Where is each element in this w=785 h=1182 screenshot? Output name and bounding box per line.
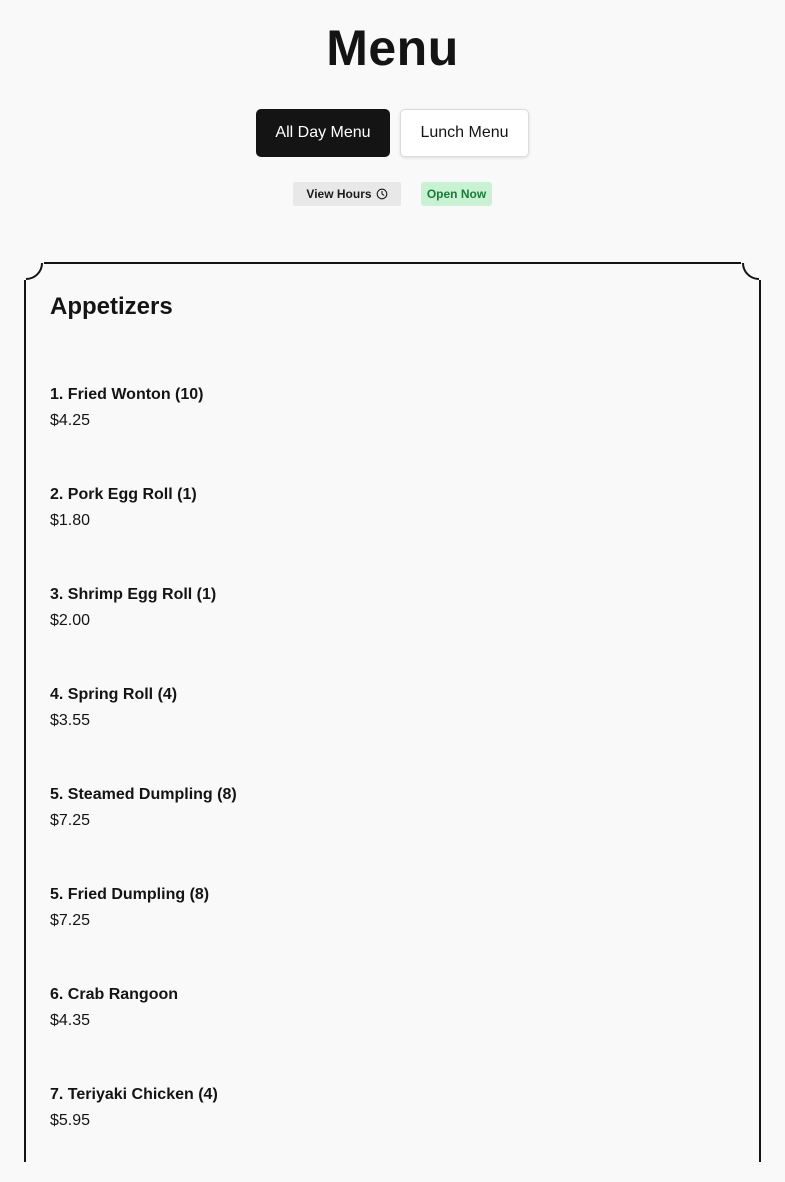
view-hours-label: View Hours: [306, 187, 372, 201]
menu-item[interactable]: [50, 882, 730, 982]
tab-lunch-menu[interactable]: Lunch Menu: [400, 109, 529, 157]
item-price: $3.55: [50, 712, 91, 729]
menu-item[interactable]: [50, 382, 730, 482]
menu-item[interactable]: [50, 1082, 730, 1182]
item-name: 4. Spring Roll (4): [50, 686, 178, 703]
section-title-appetizers: Appetizers: [50, 293, 173, 320]
item-name: 5. Fried Dumpling (8): [50, 886, 210, 903]
menu-section-card: [24, 262, 761, 1162]
item-price: $7.25: [50, 812, 91, 829]
corner-ornament-left: [24, 262, 44, 282]
menu-item[interactable]: [50, 482, 730, 582]
item-price: $4.25: [50, 412, 91, 429]
clock-icon: [376, 188, 388, 200]
menu-item-list: [50, 382, 730, 1182]
tab-all-day-menu[interactable]: All Day Menu: [256, 109, 390, 157]
page-title: Menu: [326, 20, 459, 76]
menu-item[interactable]: [50, 982, 730, 1082]
view-hours-button[interactable]: [293, 182, 401, 206]
menu-item[interactable]: [50, 682, 730, 782]
item-price: $7.25: [50, 912, 91, 929]
item-price: $5.95: [50, 1112, 91, 1129]
status-badge: Open Now: [421, 182, 492, 206]
item-price: $4.35: [50, 1012, 91, 1029]
item-name: 6. Crab Rangoon: [50, 986, 179, 1003]
info-row: [0, 182, 785, 206]
item-name: 3. Shrimp Egg Roll (1): [50, 586, 217, 603]
item-name: 2. Pork Egg Roll (1): [50, 486, 197, 503]
menu-item[interactable]: [50, 782, 730, 882]
item-name: 1. Fried Wonton (10): [50, 386, 204, 403]
menu-tabs: [0, 109, 785, 157]
corner-ornament-right: [741, 262, 761, 282]
menu-item[interactable]: [50, 582, 730, 682]
item-name: 7. Teriyaki Chicken (4): [50, 1086, 218, 1103]
item-price: $1.80: [50, 512, 91, 529]
item-price: $2.00: [50, 612, 91, 629]
item-name: 5. Steamed Dumpling (8): [50, 786, 237, 803]
